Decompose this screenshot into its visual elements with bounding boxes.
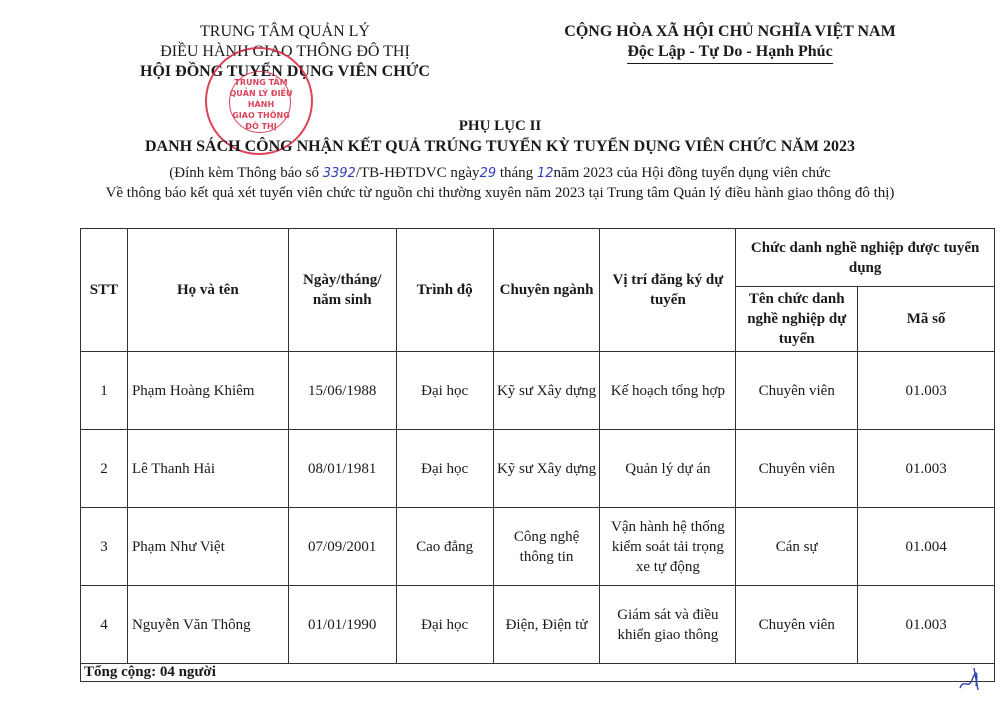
attachment-note-b: /TB-HĐTDVC ngày — [355, 165, 480, 181]
header-name: Họ và tên — [127, 229, 288, 352]
cell-name: Nguyễn Văn Thông — [127, 586, 288, 664]
cell-position: Kế hoạch tổng hợp — [600, 352, 736, 430]
cell-code: 01.003 — [858, 586, 995, 664]
cell-position: Vận hành hệ thống kiểm soát tải trọng xe tự động — [600, 508, 736, 586]
header-group: Chức danh nghề nghiệp được tuyển dụng — [736, 229, 995, 287]
cell-dob: 08/01/1981 — [288, 430, 396, 508]
document-title: DANH SÁCH CÔNG NHẬN KẾT QUẢ TRÚNG TUYỂN KỲ TUYỂN DỤNG VIÊN CHỨC NĂM 2023 — [145, 138, 855, 155]
seal-text-line-4: ĐÔ THỊ — [245, 122, 277, 131]
cell-dob: 15/06/1988 — [288, 352, 396, 430]
header-dob: Ngày/tháng/ năm sinh — [288, 229, 396, 352]
subject-note: Về thông báo kết quả xét tuyển viên chức từ nguồn chi thường xuyên năm 2023 tại Trung tâm Quản lý điều hành giao thông đô thị) — [105, 185, 895, 201]
header-major: Chuyên ngành — [493, 229, 600, 352]
cell-title: Cán sự — [736, 508, 858, 586]
cell-position: Quản lý dự án — [600, 430, 736, 508]
table-row — [81, 430, 995, 508]
notice-number: 3392 — [322, 166, 356, 181]
cell-stt: 1 — [81, 352, 128, 430]
cell-dob: 01/01/1990 — [288, 586, 396, 664]
total-count: Tổng cộng: 04 người — [84, 664, 216, 680]
cell-name: Phạm Hoàng Khiêm — [127, 352, 288, 430]
national-motto: Độc Lập - Tự Do - Hạnh Phúc — [627, 42, 832, 64]
attachment-note — [0, 165, 1000, 182]
seal-text-line-1: TRUNG TÂM — [234, 78, 288, 87]
appendix-label: PHỤ LỤC II — [458, 118, 542, 134]
cell-title: Chuyên viên — [736, 352, 858, 430]
cell-code: 01.004 — [858, 508, 995, 586]
cell-level: Đại học — [396, 352, 493, 430]
header-stt: STT — [81, 229, 128, 352]
issuer-line-2: ĐIỀU HÀNH GIAO THÔNG ĐÔ THỊ — [160, 43, 410, 60]
cell-name: Phạm Như Việt — [127, 508, 288, 586]
header-level: Trình độ — [396, 229, 493, 352]
header-title: Tên chức danh nghề nghiệp dự tuyển — [736, 287, 858, 352]
cell-dob: 07/09/2001 — [288, 508, 396, 586]
notice-day: 29 — [479, 166, 497, 181]
cell-stt: 2 — [81, 430, 128, 508]
header-code: Mã số — [858, 287, 995, 352]
attachment-note-d: năm 2023 của Hội đồng tuyển dụng viên chức — [553, 165, 831, 181]
header-position: Vị trí đăng ký dự tuyển — [600, 229, 736, 352]
cell-title: Chuyên viên — [736, 586, 858, 664]
table-row — [81, 508, 995, 586]
seal-text-line-2: QUẢN LÝ ĐIỀU HÀNH — [229, 89, 293, 109]
country-name: CỘNG HÒA XÃ HỘI CHỦ NGHĨA VIỆT NAM — [564, 23, 896, 40]
cell-code: 01.003 — [858, 430, 995, 508]
issuer-line-3: HỘI ĐỒNG TUYỂN DỤNG VIÊN CHỨC — [140, 63, 430, 80]
cell-code: 01.003 — [858, 352, 995, 430]
attachment-note-a: (Đính kèm Thông báo số — [169, 165, 323, 181]
cell-title: Chuyên viên — [736, 430, 858, 508]
initials-signature-icon — [952, 660, 988, 696]
cell-position: Giám sát và điều khiển giao thông — [600, 586, 736, 664]
total-row-border — [80, 658, 995, 682]
national-heading — [540, 22, 920, 64]
table-row — [81, 586, 995, 664]
cell-stt: 3 — [81, 508, 128, 586]
attachment-note-c: tháng — [496, 165, 537, 181]
cell-major: Kỹ sư Xây dựng — [493, 352, 600, 430]
cell-major: Kỹ sư Xây dựng — [493, 430, 600, 508]
cell-level: Đại học — [396, 430, 493, 508]
cell-level: Cao đẳng — [396, 508, 493, 586]
seal-text-line-3: GIAO THÔNG — [232, 111, 290, 120]
table-row — [81, 352, 995, 430]
cell-major: Điện, Điện tử — [493, 586, 600, 664]
cell-stt: 4 — [81, 586, 128, 664]
cell-major: Công nghệ thông tin — [493, 508, 600, 586]
cell-name: Lê Thanh Hải — [127, 430, 288, 508]
results-table — [80, 228, 995, 664]
cell-level: Đại học — [396, 586, 493, 664]
issuer-line-1: TRUNG TÂM QUẢN LÝ — [200, 23, 370, 40]
notice-month: 12 — [536, 166, 554, 181]
